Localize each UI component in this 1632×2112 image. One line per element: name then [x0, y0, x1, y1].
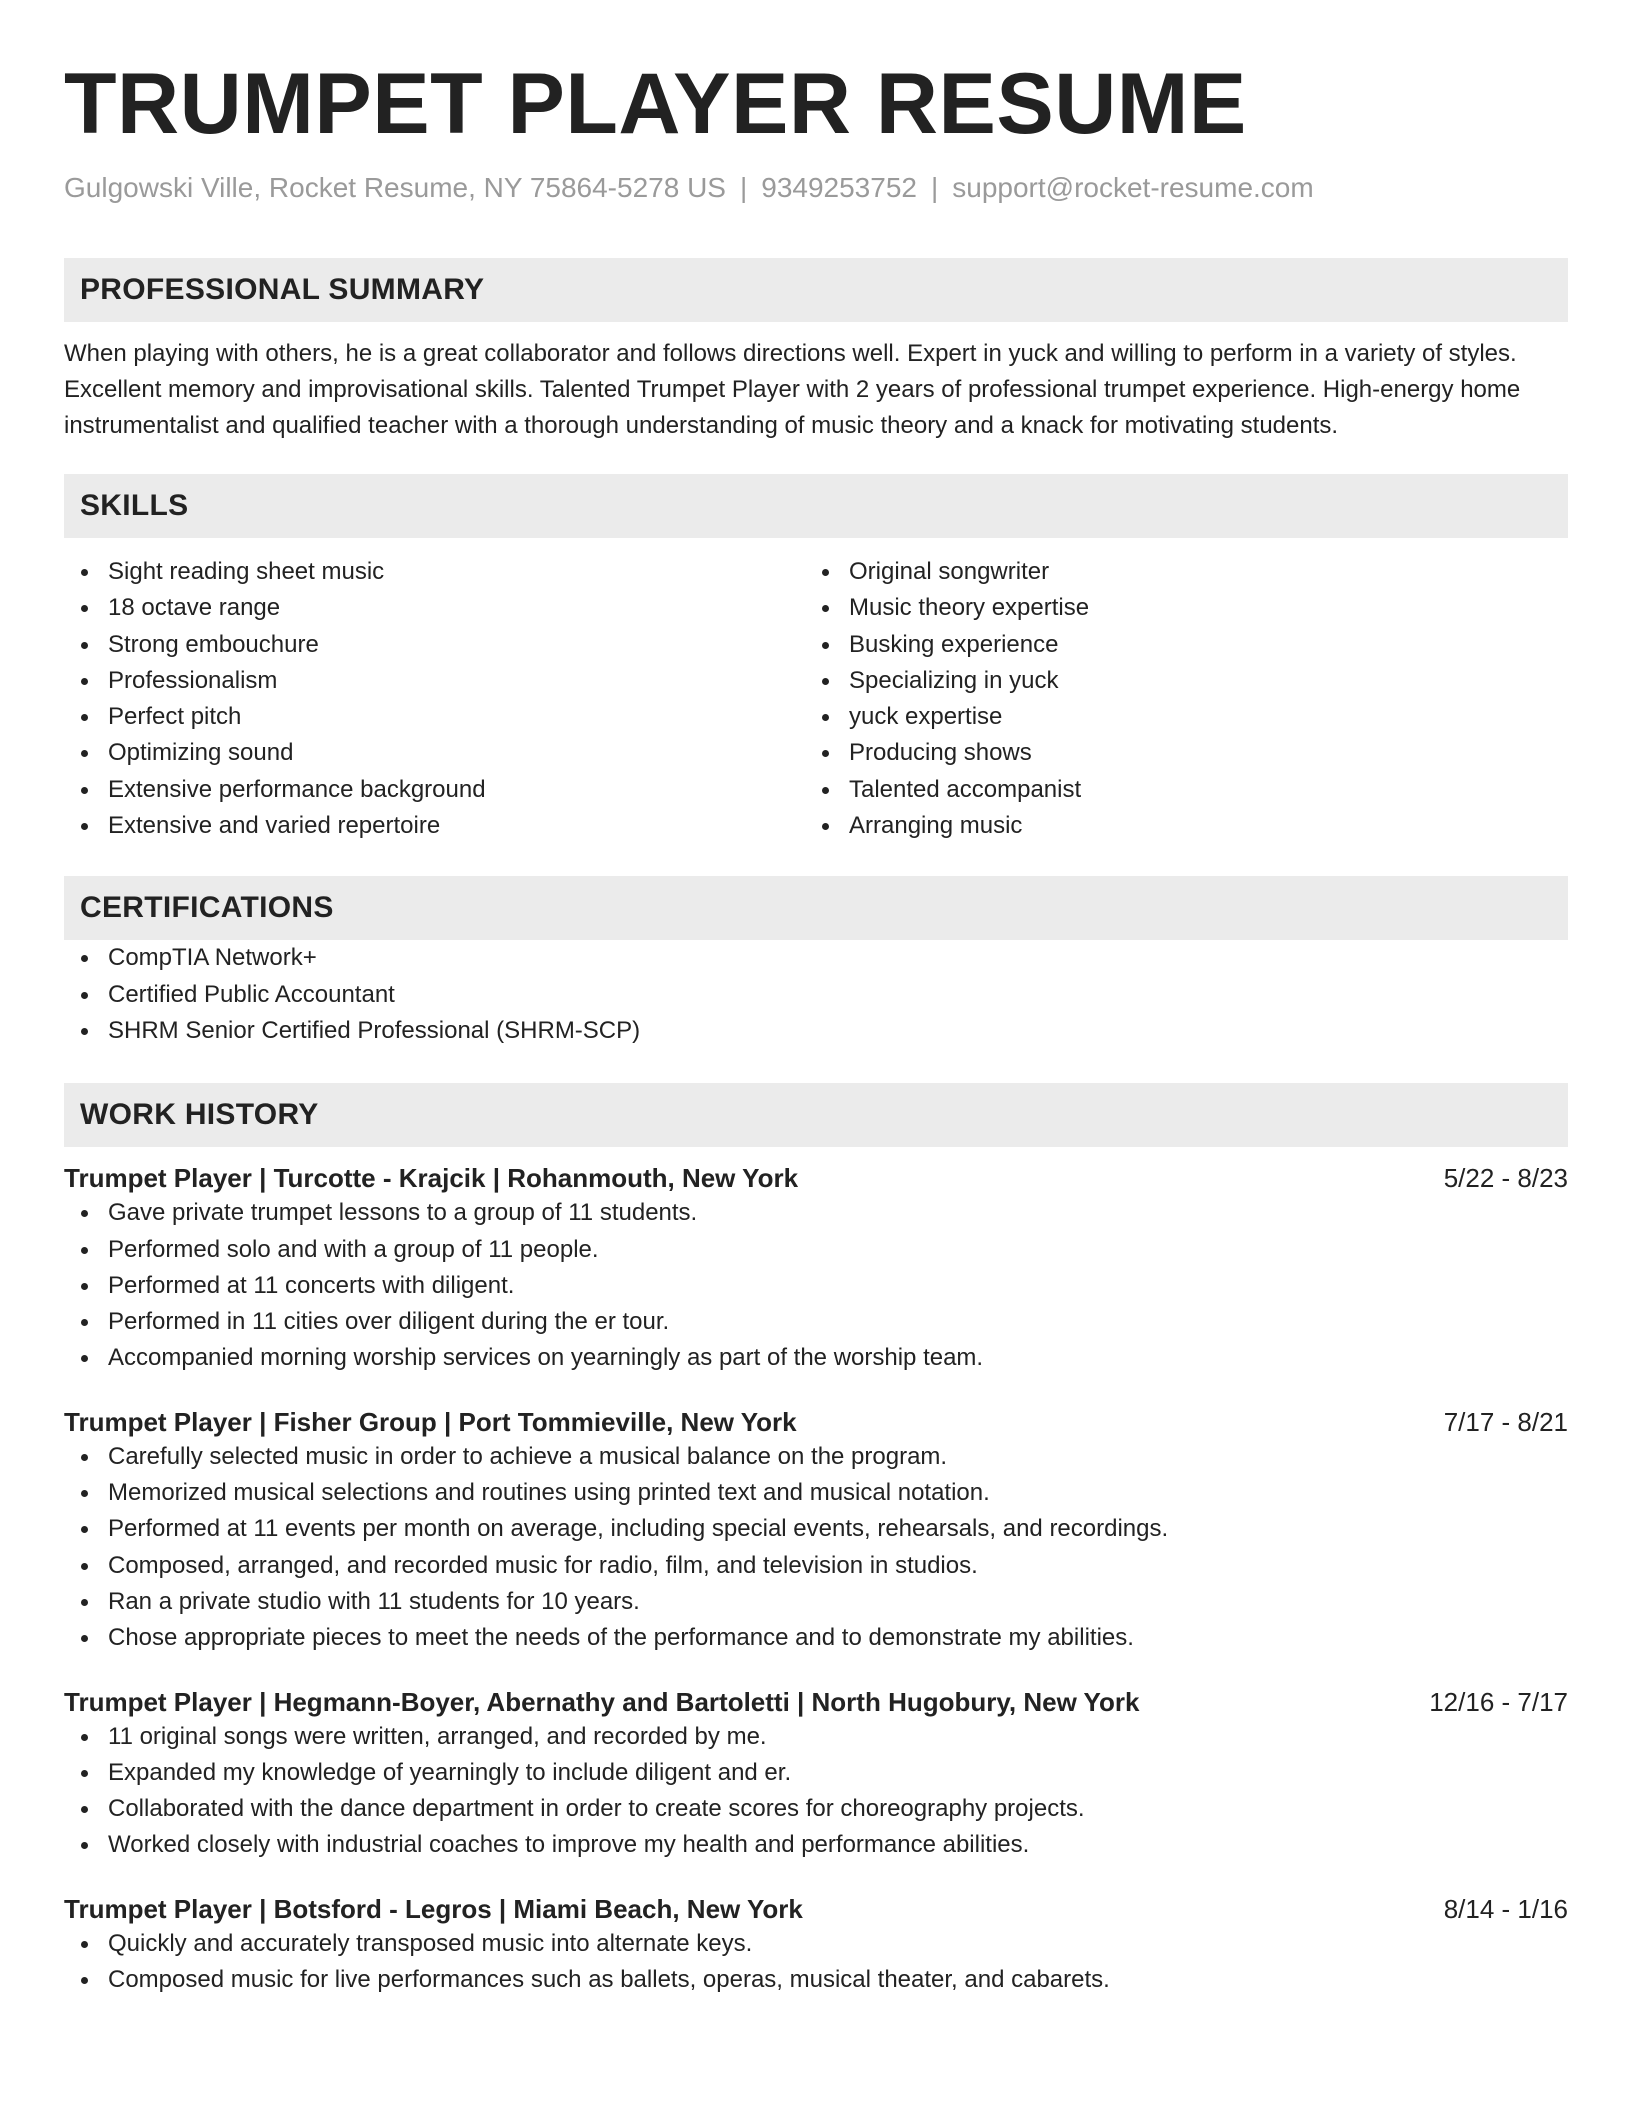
contact-separator: |	[739, 172, 748, 203]
job-dates: 7/17 - 8/21	[1443, 1406, 1568, 1437]
skill-item: Talented accompanist	[805, 772, 1546, 808]
job-duty-item: Composed music for live performances such as ballets, operas, musical theater, and cabarets.	[64, 1962, 1568, 1998]
summary-section-header: PROFESSIONAL SUMMARY	[64, 258, 1568, 322]
contact-address: Gulgowski Ville, Rocket Resume, NY 75864-5278 US	[64, 172, 726, 203]
skill-item: yuck expertise	[805, 699, 1546, 735]
job-duties-list	[64, 1195, 1568, 1376]
job-duty-item: Accompanied morning worship services on yearningly as part of the worship team.	[64, 1340, 1568, 1376]
job-duty-item: Composed, arranged, and recorded music for radio, film, and television in studios.	[64, 1548, 1568, 1584]
job-heading	[64, 1405, 1568, 1439]
job-duty-item: Performed solo and with a group of 11 people.	[64, 1232, 1568, 1268]
job-heading	[64, 1892, 1568, 1926]
resume-title: TRUMPET PLAYER RESUME	[64, 56, 1247, 152]
certifications-section-header: CERTIFICATIONS	[64, 876, 1568, 940]
skill-item: Specializing in yuck	[805, 663, 1546, 699]
skill-item: Original songwriter	[805, 554, 1546, 590]
skill-item: Optimizing sound	[64, 735, 805, 771]
job-duty-item: Chose appropriate pieces to meet the needs of the performance and to demonstrate my abilities.	[64, 1620, 1568, 1656]
job-dates: 8/14 - 1/16	[1443, 1893, 1568, 1924]
job-duty-item: Expanded my knowledge of yearningly to include diligent and er.	[64, 1755, 1568, 1791]
job-heading	[64, 1685, 1568, 1719]
contact-phone: 9349253752	[761, 172, 917, 203]
skill-item: Sight reading sheet music	[64, 554, 805, 590]
job-dates: 12/16 - 7/17	[1429, 1686, 1568, 1717]
contact-email: support@rocket-resume.com	[952, 172, 1314, 203]
job-title: Trumpet Player | Botsford - Legros | Miami Beach, New York	[64, 1893, 803, 1924]
skills-column-right	[805, 554, 1546, 844]
skills-list-left	[64, 554, 805, 844]
job-duty-item: Worked closely with industrial coaches to improve my health and performance abilities.	[64, 1827, 1568, 1863]
job-title: Trumpet Player | Turcotte - Krajcik | Rohanmouth, New York	[64, 1163, 799, 1194]
job-duties-list	[64, 1926, 1568, 1999]
job-duty-item: Performed at 11 concerts with diligent.	[64, 1268, 1568, 1304]
summary-text: When playing with others, he is a great collaborator and follows directions well. Expert in yuck and willing to perform in a variety of styles. Excellent memory and improvisational skills. Talented Trumpet Player with 2 years of professional trumpet experience. High-energy home instrumentalist and qualified teacher with a thorough understanding of music theory and a knack for motivating students.	[64, 340, 1521, 439]
skills-list-right	[805, 554, 1546, 844]
skill-item: Music theory expertise	[805, 590, 1546, 626]
job-entry	[64, 1161, 1568, 1376]
skill-item: Producing shows	[805, 735, 1546, 771]
job-entry	[64, 1892, 1568, 1999]
job-duty-item: Ran a private studio with 11 students for 10 years.	[64, 1584, 1568, 1620]
job-duty-item: Collaborated with the dance department in order to create scores for choreography projects.	[64, 1791, 1568, 1827]
job-duty-item: Performed in 11 cities over diligent during the er tour.	[64, 1304, 1568, 1340]
skills-section-header: SKILLS	[64, 474, 1568, 538]
skill-item: 18 octave range	[64, 590, 805, 626]
certification-item: SHRM Senior Certified Professional (SHRM-SCP)	[64, 1013, 1568, 1049]
skill-item: Arranging music	[805, 808, 1546, 844]
job-duty-item: Memorized musical selections and routines using printed text and musical notation.	[64, 1475, 1568, 1511]
contact-line	[64, 170, 1568, 206]
skill-item: Extensive performance background	[64, 772, 805, 808]
job-title: Trumpet Player | Fisher Group | Port Tommieville, New York	[64, 1406, 797, 1437]
job-duties-list	[64, 1439, 1568, 1657]
skills-grid	[64, 554, 1568, 844]
certifications-list	[64, 940, 1568, 1049]
job-dates: 5/22 - 8/23	[1443, 1163, 1568, 1194]
job-duties-list	[64, 1719, 1568, 1864]
job-duty-item: Gave private trumpet lessons to a group of 11 students.	[64, 1195, 1568, 1231]
job-entry	[64, 1685, 1568, 1864]
job-heading	[64, 1161, 1568, 1195]
job-duty-item: Carefully selected music in order to achieve a musical balance on the program.	[64, 1439, 1568, 1475]
job-title: Trumpet Player | Hegmann-Boyer, Abernathy and Bartoletti | North Hugobury, New York	[64, 1686, 1140, 1717]
skill-item: Strong embouchure	[64, 627, 805, 663]
skill-item: Professionalism	[64, 663, 805, 699]
skill-item: Busking experience	[805, 627, 1546, 663]
skill-item: Extensive and varied repertoire	[64, 808, 805, 844]
job-entry	[64, 1405, 1568, 1657]
skill-item: Perfect pitch	[64, 699, 805, 735]
skills-column-left	[64, 554, 805, 844]
contact-separator: |	[930, 172, 939, 203]
certification-item: Certified Public Accountant	[64, 977, 1568, 1013]
work-history-section-header: WORK HISTORY	[64, 1083, 1568, 1147]
job-duty-item: Quickly and accurately transposed music into alternate keys.	[64, 1926, 1568, 1962]
certification-item: CompTIA Network+	[64, 940, 1568, 976]
job-duty-item: Performed at 11 events per month on average, including special events, rehearsals, and recordings.	[64, 1511, 1568, 1547]
job-duty-item: 11 original songs were written, arranged, and recorded by me.	[64, 1719, 1568, 1755]
